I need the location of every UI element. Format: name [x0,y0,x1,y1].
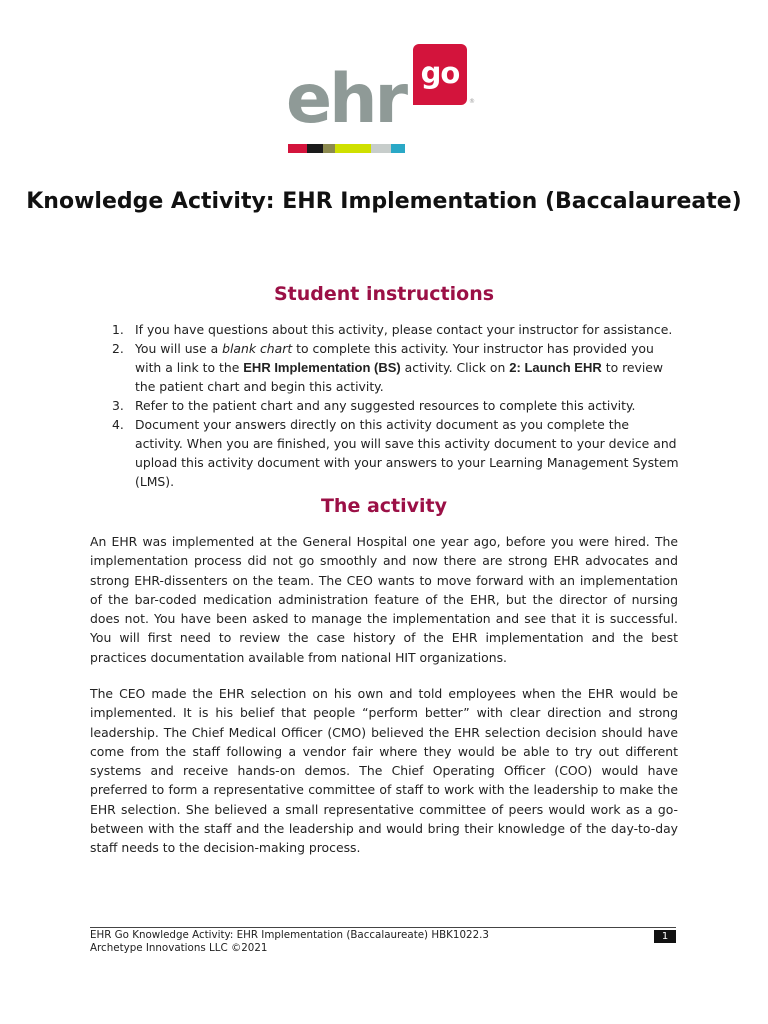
logo-registered-mark: ® [469,98,475,105]
logo-color-segment [323,144,335,153]
section-heading-activity: The activity [320,495,448,517]
section-heading-instructions: Student instructions [273,283,495,305]
activity-paragraph: The CEO made the EHR selection on his own and told employees when the EHR would be implemented. It is his belief that people “perform better” with clear direction and strong leadership. The Chief Medical Officer (CMO) believed the EHR selection decision should have come from the staff following a vendor fair where they would be able to try out different systems and receive hands-on demos. The Chief Operating Officer (COO) would have preferred to form a representative committee of staff to work with the leadership to make the EHR selection. She believed a small representative committee of peers would work as a go-between with the staff and the leadership and would bring their knowledge of the day-to-day staff needs to the decision-making process. [90,686,678,856]
logo-color-segment [371,144,391,153]
instruction-list [90,320,680,491]
logo-color-bar [288,144,405,153]
instruction-text: to complete this activity. Your instructor has provided you with a link to the [135,341,654,375]
logo-color-segment [307,144,323,153]
instruction-item [90,396,680,415]
instruction-text: to review the patient chart and begin this activity. [135,360,664,394]
instruction-item [90,415,680,491]
activity-name-emphasis: EHR Implementation (BS) [243,360,401,375]
blank-chart-emphasis: blank chart [222,341,293,356]
instruction-text: If you have questions about this activity, please contact your instructor for assistance. [135,322,673,337]
logo-color-segment [288,144,307,153]
instruction-text: You will use a [135,341,223,356]
instruction-text: Document your answers directly on this activity document as you complete the activity. When you are finished, you will save this activity document to your device and upload this activity document with your answers to your Learning Management System (LMS). [135,417,679,489]
logo-color-segment [335,144,371,153]
page-number: 1 [654,930,676,943]
instruction-text: activity. Click on [400,360,510,375]
document-title: Knowledge Activity: EHR Implementation (Baccalaureate) [26,189,742,214]
instruction-text: Refer to the patient chart and any suggested resources to complete this activity. [135,398,636,413]
instruction-number: 2. [112,341,124,356]
footer-title-line: EHR Go Knowledge Activity: EHR Implementation (Baccalaureate) HBK1022.3 [90,929,489,941]
instruction-number: 3. [112,398,124,413]
instruction-number: 4. [112,417,124,432]
logo-go-badge: go [413,44,467,105]
launch-ehr-emphasis: 2: Launch EHR [509,360,602,375]
footer-copyright-line: Archetype Innovations LLC ©2021 [90,942,268,954]
logo-color-segment [391,144,405,153]
instruction-item [90,339,680,396]
logo-ehr-text: ehr [286,60,406,139]
page-footer [90,927,676,955]
instruction-number: 1. [112,322,124,337]
activity-paragraph: An EHR was implemented at the General Hospital one year ago, before you were hired. The implementation process did not go smoothly and now there are strong EHR advocates and strong EHR-dissenters on the team. The CEO wants to move forward with an implementation of the bar-coded medication administration feature of the EHR, but the director of nursing does not. You have been asked to manage the implementation and see that it is successful. You will first need to review the case history of the EHR implementation and the best practices documentation available from national HIT organizations. [90,534,678,665]
ehr-go-logo [286,44,482,156]
instruction-item [90,320,680,339]
